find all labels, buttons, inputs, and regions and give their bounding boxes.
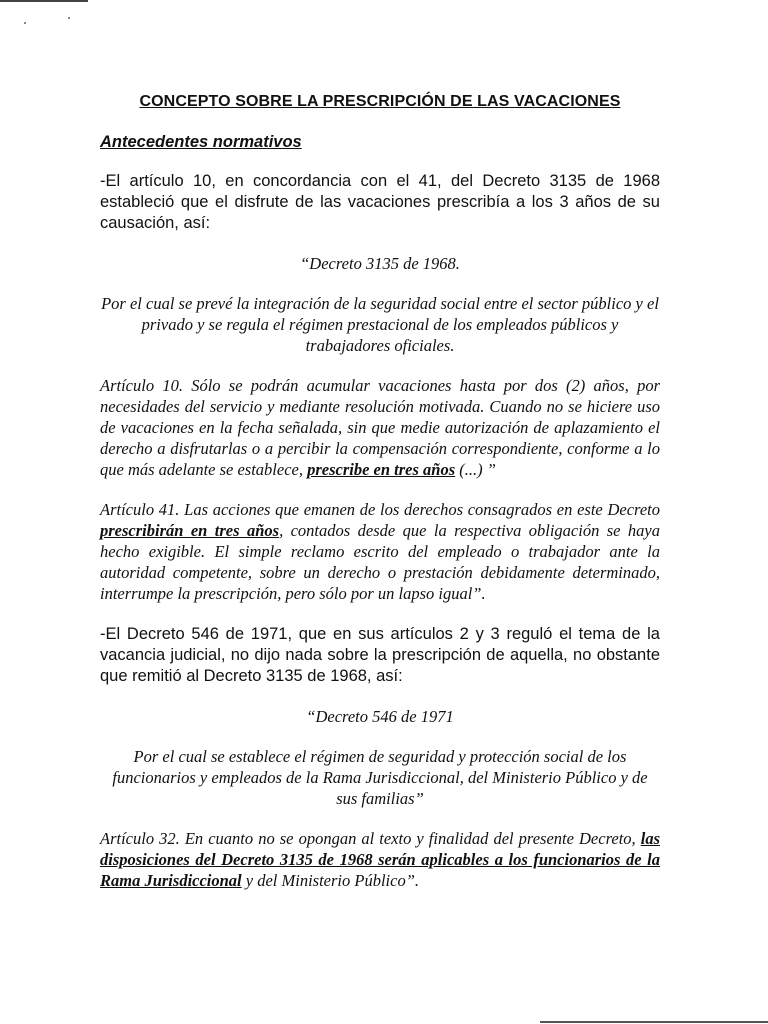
article-32-start: Artículo 32. En cuanto no se opongan al texto y finalidad del presente Decreto, [100, 829, 641, 848]
quote1-description: Por el cual se prevé la integración de la seguridad social entre el sector público y el privado y se regula el régimen prestacional de los empleados públicos y trabajadores oficiales. [101, 294, 659, 355]
article-41-start: Artículo 41. Las acciones que emanen de los derechos consagrados en este Decreto [100, 500, 660, 519]
article-41-end: , contados desde que la respectiva obligación se haya hecho exigible. El simple reclamo escrito del empleado o trabajador ante la autoridad competente, sobre un derecho o prestación debidamente determinado, interrumpe la prescripción, pero sólo por un lapso igual”. [100, 521, 660, 603]
scan-edge-line-top [0, 0, 88, 2]
article-10-text [100, 375, 660, 480]
article-32-end: y del Ministerio Público”. [241, 871, 420, 890]
document-page [100, 88, 660, 891]
scan-speck [68, 17, 70, 19]
article-10-emphasis: prescribe en tres años [307, 460, 456, 479]
document-title: CONCEPTO SOBRE LA PRESCRIPCIÓN DE LAS VACACIONES [139, 93, 621, 110]
scan-speck [24, 22, 26, 24]
scan-edge-line-bottom [540, 1021, 768, 1023]
quote2-description: Por el cual se establece el régimen de seguridad y protección social de los funcionarios y empleados de la Rama Jurisdiccional, del Ministerio Público y de sus familias” [112, 747, 648, 808]
intro-paragraph: -El artículo 10, en concordancia con el 41, del Decreto 3135 de 1968 estableció que el disfrute de las vacaciones prescribía a los 3 años de su causación, así: [100, 172, 660, 232]
article-41-emphasis: prescribirán en tres años [100, 521, 280, 540]
quote1-heading: “Decreto 3135 de 1968. [300, 254, 460, 273]
article-32-emphasis: las disposiciones del Decreto 3135 de 1968 serán aplicables a los funcionarios de la Rama Jurisdiccional [100, 829, 660, 890]
section-heading: Antecedentes normativos [100, 133, 302, 151]
article-32-text [100, 828, 660, 891]
article-41-text [100, 499, 660, 604]
quote2-heading: “Decreto 546 de 1971 [306, 707, 454, 726]
second-paragraph: -El Decreto 546 de 1971, que en sus artículos 2 y 3 reguló el tema de la vacancia judicial, no dijo nada sobre la prescripción de aquella, no obstante que remitió al Decreto 3135 de 1968, así: [100, 625, 660, 685]
article-10-tail: (...) ” [455, 460, 496, 479]
article-10-body: Artículo 10. Sólo se podrán acumular vacaciones hasta por dos (2) años, por necesidades del servicio y mediante resolución motivada. Cuando no se hiciere uso de vacaciones en la fecha señalada, sin que medie autorización de aplazamiento el derecho a disfrutarlas o a percibir la compensación correspondiente, conforme a lo que más adelante se establece, [100, 376, 660, 479]
